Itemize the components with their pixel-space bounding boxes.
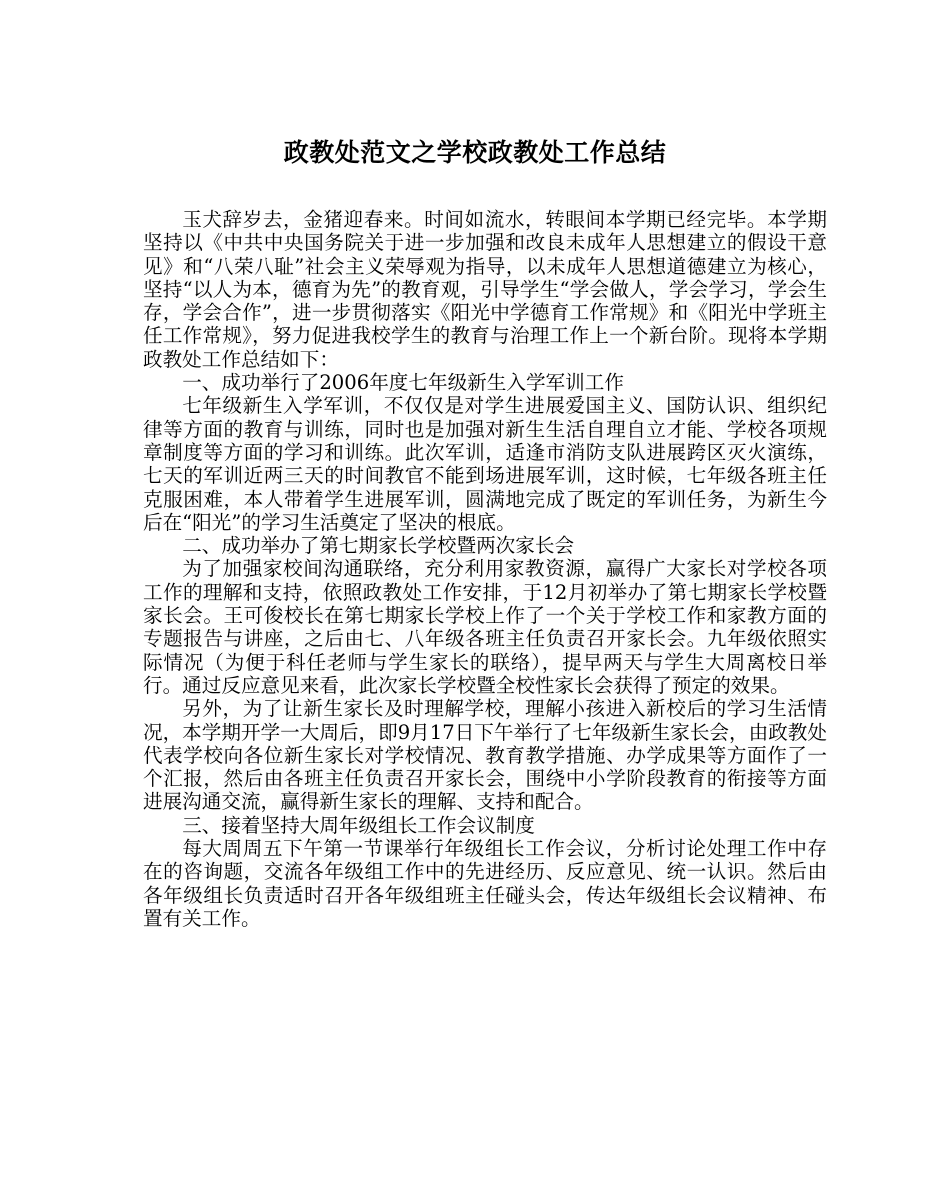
section-heading-3: 三、接着坚持大周年级组长工作会议制度: [182, 813, 535, 837]
document-body: [143, 208, 827, 930]
document-title: 政教处范文之学校政教处工作总结: [283, 138, 667, 167]
paragraph-new-student-parents: 另外，为了让新生家长及时理解学校，理解小孩进入新校后的学习生活情况，本学期开学一大周后，即9月17日下午举行了七年级新生家长会，由政教处代表学校向各位新生家长对学校情况、教育教学措施、办学成果等方面作了一个汇报，然后由各班主任负责召开家长会，围绕中小学阶段教育的衔接等方面进展沟通交流，赢得新生家长的理解、支持和配合。: [143, 697, 827, 814]
paragraph-intro: 玉犬辞岁去，金猪迎春来。时间如流水，转眼间本学期已经完毕。本学期坚持以《中共中央国务院关于进一步加强和改良未成年人思想建立的假设干意见》和“八荣八耻”社会主义荣辱观为指导，以未成年人思想道德建立为核心，坚持“以人为本，德育为先”的教育观，引导学生“学会做人，学会学习，学会生存，学会合作”，进一步贯彻落实《阳光中学德育工作常规》和《阳光中学班主任工作常规》，努力促进我校学生的教育与治理工作上一个新台阶。现将本学期政教处工作总结如下：: [143, 208, 827, 371]
section-heading-2: 二、成功举办了第七期家长学校暨两次家长会: [182, 534, 575, 558]
paragraph-grade-leader-meeting: 每大周周五下午第一节课举行年级组长工作会议，分析讨论处理工作中存在的咨询题，交流各年级组工作中的先进经历、反应意见、统一认识。然后由各年级组长负责适时召开各年级组班主任碰头会，传达年级组长会议精神、布置有关工作。: [143, 837, 827, 930]
section-heading-1: 一、成功举行了2006年度七年级新生入学军训工作: [182, 371, 624, 395]
paragraph-parent-school: 为了加强家校间沟通联络，充分利用家教资源，赢得广大家长对学校各项工作的理解和支持，依照政教处工作安排，于12月初举办了第七期家长学校暨家长会。王可俊校长在第七期家长学校上作了一个关于学校工作和家教方面的专题报告与讲座，之后由七、八年级各班主任负责召开家长会。九年级依照实际情况（为便于科任老师与学生家长的联络），提早两天与学生大周离校日举行。通过反应意见来看，此次家长学校暨全校性家长会获得了预定的效果。: [143, 557, 827, 697]
paragraph-military-training: 七年级新生入学军训，不仅仅是对学生进展爱国主义、国防认识、组织纪律等方面的教育与训练，同时也是加强对新生生活自理自立才能、学校各项规章制度等方面的学习和训练。此次军训，适逢市消防支队进展跨区灭火演练，七天的军训近两三天的时间教官不能到场进展军训，这时候，七年级各班主任克服困难，本人带着学生进展军训，圆满地完成了既定的军训任务，为新生今后在“阳光”的学习生活奠定了坚决的根底。: [143, 394, 827, 534]
